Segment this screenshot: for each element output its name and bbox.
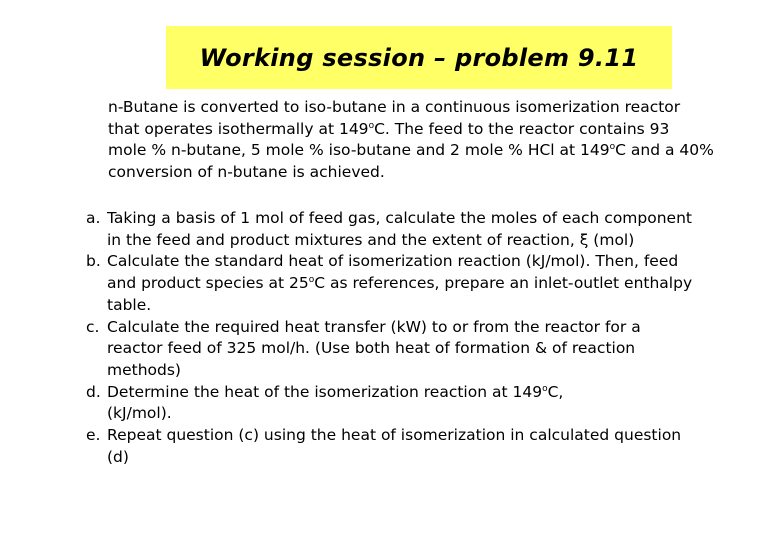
question-line <box>107 273 766 295</box>
question-marker: c. <box>86 317 100 336</box>
degree-superscript: o <box>308 275 315 286</box>
question-text: Determine the heat of the isomerization reaction at 149 <box>107 382 543 401</box>
question-line: (kJ/mol). <box>107 404 172 423</box>
intro-line: conversion of n-butane is achieved. <box>108 162 385 181</box>
question-item-c <box>86 317 766 382</box>
degree-superscript: o <box>609 142 616 153</box>
question-line: reactor feed of 325 mol/h. (Use both heat of formation & of reaction <box>107 339 636 358</box>
question-line: Taking a basis of 1 mol of feed gas, calculate the moles of each component <box>107 209 692 227</box>
question-list <box>86 208 766 468</box>
problem-statement <box>108 97 768 183</box>
question-line: in the feed and product mixtures and the extent of reaction, ξ (mol) <box>107 230 635 249</box>
degree-superscript: o <box>368 120 375 131</box>
question-line: table. <box>107 295 152 314</box>
question-item-a <box>86 208 766 251</box>
question-line <box>107 382 766 404</box>
question-marker: d. <box>86 382 101 401</box>
question-line: Calculate the required heat transfer (kW) to or from the reactor for a <box>107 317 641 336</box>
intro-text: C. The feed to the reactor contains 93 <box>374 119 670 138</box>
question-item-d <box>86 382 766 425</box>
question-marker: e. <box>86 426 101 445</box>
title-banner <box>166 26 672 89</box>
intro-text: that operates isothermally at 149 <box>108 119 369 138</box>
intro-text: mole % n-butane, 5 mole % iso-butane and 2 mole % HCl at 149 <box>108 141 610 160</box>
question-line: Calculate the standard heat of isomerization reaction (kJ/mol). Then, feed <box>107 252 679 271</box>
degree-superscript: o <box>542 383 548 394</box>
intro-line <box>108 119 768 141</box>
question-marker: a. <box>86 209 101 227</box>
intro-line <box>108 140 768 162</box>
question-line: methods) <box>107 360 181 379</box>
question-item-e <box>86 425 766 468</box>
question-marker: b. <box>86 252 101 271</box>
intro-line: n-Butane is converted to iso-butane in a continuous isomerization reactor <box>108 98 681 116</box>
question-text: C, <box>547 382 564 401</box>
question-line: (d) <box>107 447 129 466</box>
intro-text: C and a 40% <box>615 141 714 160</box>
page-title: Working session – problem 9.11 <box>199 43 639 72</box>
question-item-b <box>86 251 766 316</box>
question-text: and product species at 25 <box>107 274 309 293</box>
question-text: C as references, prepare an inlet-outlet enthalpy <box>314 274 693 293</box>
question-line: Repeat question (c) using the heat of isomerization in calculated question <box>107 426 682 445</box>
